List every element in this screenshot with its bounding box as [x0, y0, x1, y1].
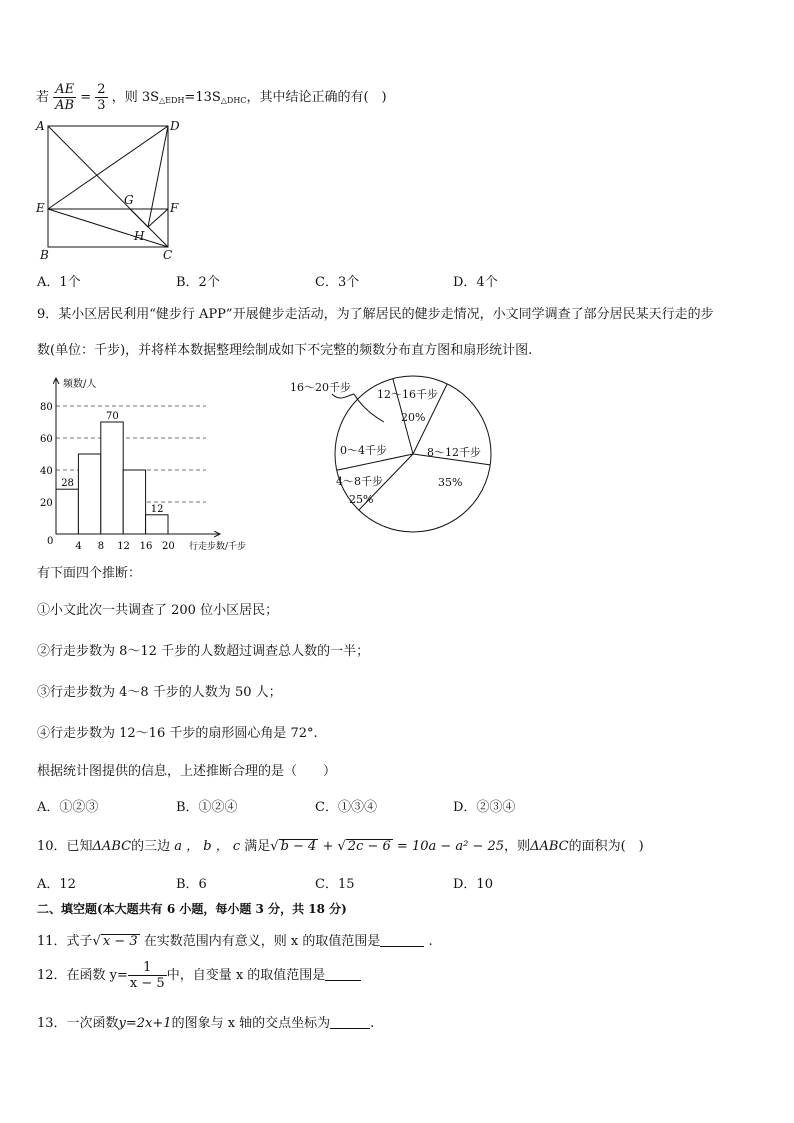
y-tick-label: 80: [40, 402, 53, 413]
pie-label-4-8: 4～8千步: [336, 475, 383, 488]
pie-callout-line: [332, 394, 354, 398]
pie-pct-8-12: 35%: [438, 476, 463, 489]
q11-stem: 11．式子√ x − 3 在实数范围内有意义，则 x 的取值范围是 .: [37, 934, 433, 949]
q9-pie-chart: [280, 366, 500, 536]
q8-fraction-two-thirds: $\frac{2}{3}$: [97, 82, 106, 113]
histogram-bars: [56, 411, 168, 534]
q11-answer-blank[interactable]: [380, 934, 424, 947]
q8-option-a[interactable]: A．1个: [37, 275, 81, 290]
q9-statement-2: ②行走步数为 8～12 千步的人数超过调查总人数的一半；: [37, 644, 370, 659]
histogram-bar: [101, 422, 123, 534]
q8-prefix: 若: [36, 90, 50, 105]
pie-pct-12-16: 20%: [401, 411, 426, 424]
q8-option-c[interactable]: C．3个: [315, 275, 360, 290]
label-e: E: [36, 201, 45, 215]
q13-answer-blank[interactable]: [330, 1016, 370, 1029]
q9-option-d[interactable]: D．②③④: [453, 800, 516, 815]
y-tick-label: 60: [40, 434, 53, 445]
pie-label-8-12: 8～12千步: [427, 446, 481, 459]
label-d: D: [170, 119, 180, 133]
q9-statement-3: ③行走步数为 4～8 千步的人数为 50 人；: [37, 685, 282, 700]
histogram-bar: [146, 515, 168, 534]
pie-label-0-4: 0～4千步: [340, 444, 387, 457]
pie-label-16-20: 16～20千步: [290, 381, 351, 394]
q12-fraction: $\frac{1}{x - 5}$: [129, 960, 165, 991]
line-ed: [48, 126, 168, 209]
y-tick-label: 20: [40, 498, 53, 509]
histogram-bar: [56, 489, 78, 534]
x-tick-label: 12: [117, 541, 130, 552]
label-f: F: [170, 201, 179, 215]
section-2-heading: 二、填空题(本大题共有 6 小题，每小题 3 分，共 18 分): [37, 902, 347, 916]
q9-stem-line2: 数(单位：千步)，并将样本数据整理绘制成如下不完整的频数分布直方图和扇形统计图.: [37, 343, 533, 358]
histogram-origin: 0: [47, 536, 54, 547]
diagonal-ac: [48, 126, 168, 247]
q10-radical-c: 2c − 6: [347, 839, 391, 854]
q9-option-b[interactable]: B．①②④: [176, 800, 238, 815]
bar-data-label: 12: [150, 503, 164, 515]
q8-geometry-figure: [30, 116, 190, 266]
q9-statement-1: ①小文此次一共调查了 200 位小区居民；: [37, 603, 279, 618]
pie-pct-4-8: 25%: [349, 493, 374, 506]
bar-data-label: 70: [106, 411, 119, 422]
x-tick-label: 4: [75, 541, 82, 552]
histogram-y-label: 频数/人: [63, 379, 97, 390]
q12-answer-blank[interactable]: [325, 968, 361, 981]
bar-data-label: 28: [61, 478, 74, 490]
histogram-x-label: 行走步数/千步: [189, 542, 247, 552]
line-gh: [130, 209, 148, 227]
q10-option-b[interactable]: B．6: [176, 877, 207, 892]
label-h: H: [134, 229, 145, 243]
q9-intro: 有下面四个推断：: [37, 566, 142, 581]
q10-option-c[interactable]: C．15: [315, 877, 355, 892]
q10-stem: 10．已知ΔABC的三边 a ， b ， c 满足√ b − 4 + √ 2c − 6 = 10a − a² − 25，则ΔABC的面积为( ): [37, 839, 644, 854]
q13-stem: 13．一次函数y=2x+1的图象与 x 轴的交点坐标为 .: [37, 1016, 375, 1031]
q12-stem: 12．在函数 y= $\frac{1}{x - 5}$ 中，自变量 x 的取值范围是: [37, 960, 361, 991]
q9-stem-line1: 9．某小区居民利用“健步行 APP”开展健步走活动，为了解居民的健步走情况，小文同学调查了部分居民某天行走的步: [37, 307, 714, 322]
x-tick-label: 20: [162, 541, 175, 552]
q9-statement-4: ④行走步数为 12～16 千步的扇形圆心角是 72°.: [37, 726, 318, 741]
label-a: A: [36, 119, 45, 133]
pie-label-12-16: 12～16千步: [377, 388, 438, 401]
q10-radical-b: b − 4: [280, 839, 317, 854]
q10-option-a[interactable]: A．12: [37, 877, 76, 892]
histogram-bar: [123, 470, 145, 534]
histogram-bar: [78, 454, 100, 534]
q9-option-c[interactable]: C．①③④: [315, 800, 377, 815]
q9-histogram: [30, 370, 270, 555]
q8-option-d[interactable]: D．4个: [453, 275, 498, 290]
label-b: B: [40, 248, 49, 262]
x-tick-label: 16: [139, 541, 153, 552]
x-tick-label: 8: [97, 541, 105, 552]
q8-fraction-ae-ab: $\frac{AE}{AB}$: [55, 82, 75, 113]
q8-condition-line: 若 $\frac{AE}{AB}$ = $\frac{2}{3}$ ，则 $3S_{\triangle EDH}=13S_{\triangle DHC}$，其中结论正确的有( ): [36, 82, 387, 113]
q9-option-a[interactable]: A．①②③: [37, 800, 99, 815]
q9-question: 根据统计图提供的信息，上述推断合理的是（ ）: [37, 764, 337, 779]
y-tick-label: 40: [40, 466, 53, 477]
q10-option-d[interactable]: D．10: [453, 877, 493, 892]
label-c: C: [163, 248, 173, 262]
q8-option-b[interactable]: B．2个: [176, 275, 220, 290]
label-g: G: [124, 193, 134, 207]
